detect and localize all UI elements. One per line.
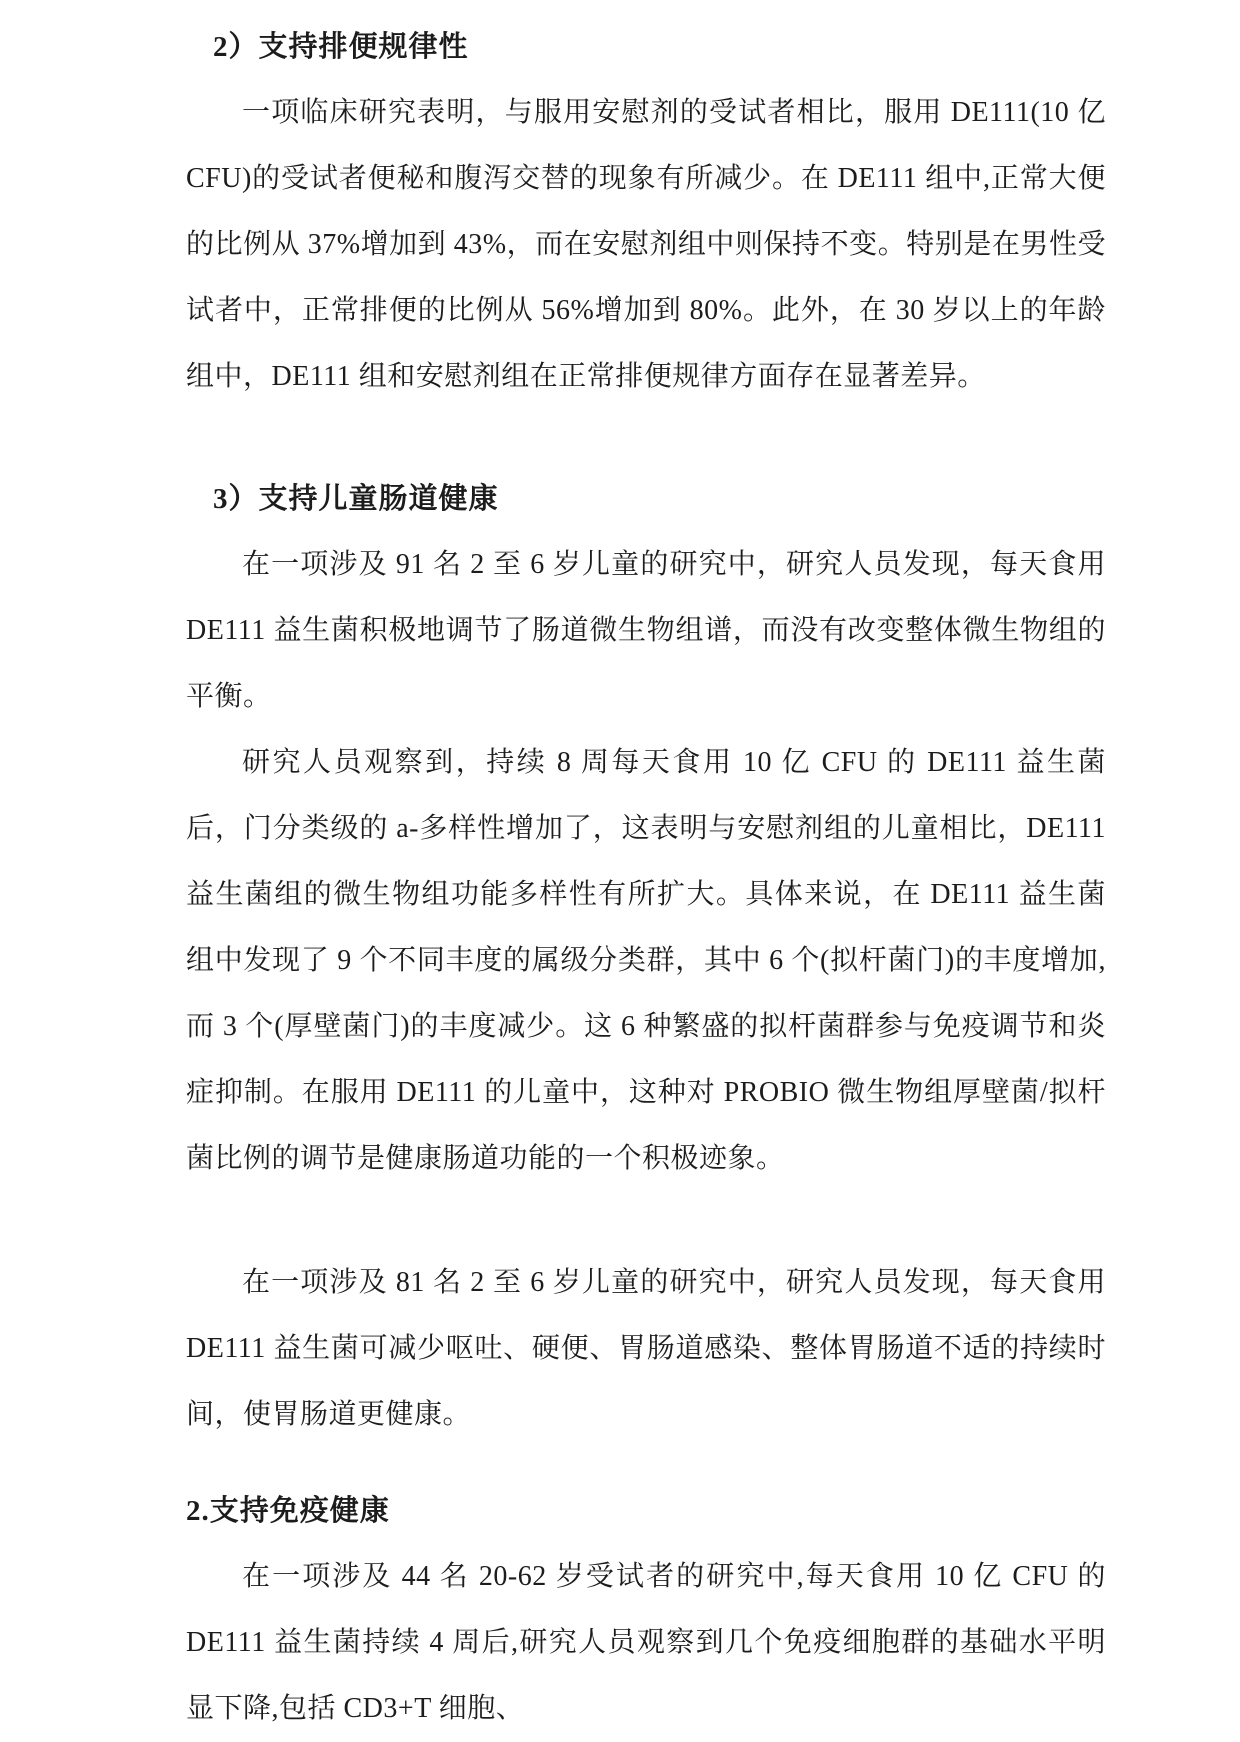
paragraph-immune-study: 在一项涉及 44 名 20-62 岁受试者的研究中,每天食用 10 亿 CFU 的 DE111 益生菌持续 4 周后,研究人员观察到几个免疫细胞群的基础水平明显下降,包括 CD3+T 细胞、 bbox=[186, 1561, 1106, 1724]
heading-children-gut-health: 3）支持儿童肠道健康 bbox=[213, 483, 499, 515]
heading-immune-health: 2.支持免疫健康 bbox=[186, 1495, 390, 1527]
paragraph-children-study-91: 在一项涉及 91 名 2 至 6 岁儿童的研究中，研究人员发现，每天食用 DE111 益生菌积极地调节了肠道微生物组谱，而没有改变整体微生物组的平衡。 bbox=[186, 549, 1106, 712]
paragraph-bowel-study: 一项临床研究表明，与服用安慰剂的受试者相比，服用 DE111(10 亿 CFU)的受试者便秘和腹泻交替的现象有所减少。在 DE111 组中,正常大便的比例从 37%增加到 43%，而在安慰剂组中则保持不变。特别是在男性受试者中，正常排便的比例从 56%增加到 80%。此外，在 30 岁以上的年龄组中，DE111 组和安慰剂组在正常排便规律方面存在显著差异。 bbox=[186, 97, 1106, 392]
paragraph-children-study-81: 在一项涉及 81 名 2 至 6 岁儿童的研究中，研究人员发现，每天食用 DE111 益生菌可减少呕吐、硬便、胃肠道感染、整体胃肠道不适的持续时间，使胃肠道更健康。 bbox=[186, 1267, 1106, 1430]
heading-bowel-regularity: 2）支持排便规律性 bbox=[213, 31, 469, 63]
paragraph-children-alpha-diversity: 研究人员观察到，持续 8 周每天食用 10 亿 CFU 的 DE111 益生菌后，门分类级的 a-多样性增加了，这表明与安慰剂组的儿童相比，DE111 益生菌组的微生物组功能多样性有所扩大。具体来说，在 DE111 益生菌组中发现了 9 个不同丰度的属级分类群，其中 6 个(拟杆菌门)的丰度增加, 而 3 个(厚壁菌门)的丰度减少。这 6 种繁盛的拟杆菌群参与免疫调节和炎症抑制。在服用 DE111 的儿童中，这种对 PROBIO 微生物组厚壁菌/拟杆菌比例的调节是健康肠道功能的一个积极迹象。 bbox=[186, 747, 1106, 1174]
